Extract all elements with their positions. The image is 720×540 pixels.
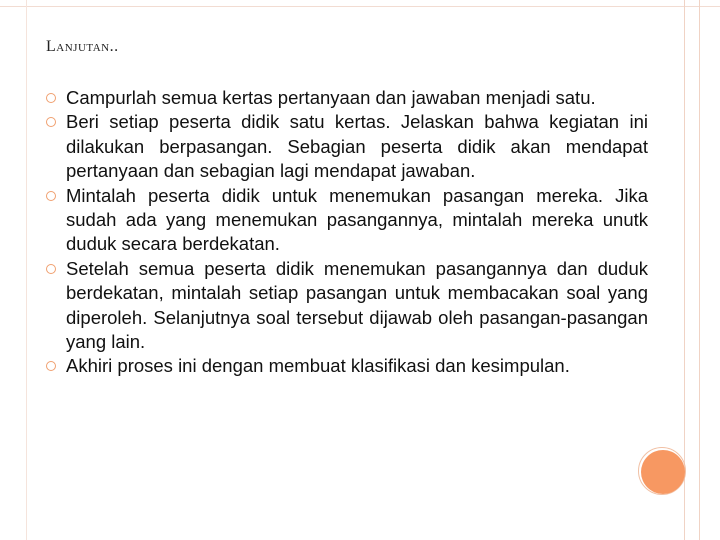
bullet-circle-icon	[46, 93, 56, 103]
bullet-item	[46, 184, 648, 257]
bullet-item	[46, 110, 648, 183]
bullet-text: Akhiri proses ini dengan membuat klasifikasi dan kesimpulan.	[66, 355, 570, 377]
bullet-text: Campurlah semua kertas pertanyaan dan jawaban menjadi satu.	[66, 87, 596, 108]
bullet-circle-icon	[46, 191, 56, 201]
bullet-text: Beri setiap peserta didik satu kertas. Jelaskan bahwa kegiatan ini dilakukan berpasangan. Sebagian peserta didik akan mendapat pertanyaan dan sebagian lagi mendapat jawaban.	[66, 111, 648, 182]
bullet-circle-icon	[46, 361, 56, 371]
top-border	[0, 0, 720, 7]
bullet-item	[46, 257, 648, 355]
bullet-text: Setelah semua peserta didik menemukan pasangannya dan duduk berdekatan, mintalah setiap pasangan untuk membacakan soal yang diperoleh. Selanjutnya soal tersebut dijawab oleh pasangan-pasangan yang lain.	[66, 257, 648, 353]
bullet-text: Mintalah peserta didik untuk menemukan pasangan mereka. Jika sudah ada yang menemukan pasangannya, mintalah mereka unutk duduk secara berdekatan.	[66, 184, 648, 255]
slide-title: Lanjutan..	[46, 38, 119, 55]
bullet-list	[46, 86, 648, 379]
bullet-item	[46, 86, 648, 110]
left-decorative-rail	[20, 0, 27, 540]
right-decorative-rail	[684, 0, 700, 540]
bullet-circle-icon	[46, 264, 56, 274]
orange-circle-decoration	[641, 450, 685, 494]
bullet-item	[46, 354, 648, 378]
bullet-circle-icon	[46, 117, 56, 127]
